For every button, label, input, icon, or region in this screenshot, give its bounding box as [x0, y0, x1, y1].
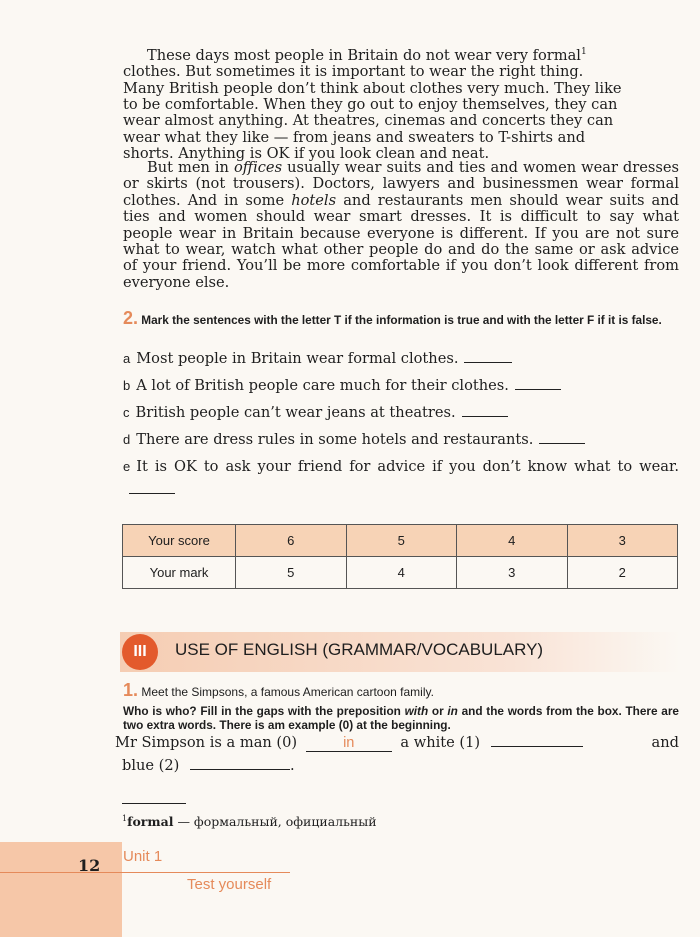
- item-text: Most people in Britain wear formal clothes.: [136, 350, 459, 367]
- item-text: British people can’t wear jeans at theatres.: [135, 404, 456, 421]
- answer-blank[interactable]: [464, 350, 512, 363]
- reading-line: These days most people in Britain do not wear very formal: [147, 46, 581, 64]
- sentence-text: and: [651, 734, 679, 751]
- score-table: [122, 524, 678, 589]
- answer-blank[interactable]: [515, 377, 561, 390]
- score-cell: 6: [236, 525, 347, 557]
- reading-italic-offices: offices: [233, 159, 283, 176]
- sentence-text: blue (2): [122, 757, 180, 774]
- reading-text: But men in: [147, 159, 234, 176]
- row-label: Your mark: [123, 557, 236, 589]
- item-letter: e: [123, 459, 131, 474]
- section-title: USE OF ENGLISH (GRAMMAR/VOCABULARY): [175, 640, 544, 659]
- list-item: [123, 401, 679, 424]
- instruction-text: Mark the sentences with the letter T if the information is true and with the letter F if it is false.: [141, 313, 662, 327]
- score-cell: 5: [346, 525, 457, 557]
- footnote-word: formal: [127, 814, 174, 830]
- reading-paragraph-2: [123, 160, 679, 291]
- intro-text: Meet the Simpsons, a famous American cartoon family.: [141, 685, 434, 699]
- reading-line: wear what they like — from jeans and sweaters to T-shirts and: [123, 128, 586, 146]
- list-item: [123, 428, 679, 451]
- exercise-1-intro: [123, 680, 434, 701]
- mark-cell: 2: [567, 557, 678, 589]
- footnote-number: 1: [122, 814, 128, 823]
- reading-line: shorts. Anything is OK if you look clean and neat.: [123, 145, 490, 163]
- item-text: A lot of British people care much for their clothes.: [136, 377, 509, 394]
- mark-cell: 3: [457, 557, 568, 589]
- answer-blank[interactable]: [129, 481, 175, 494]
- reading-line: wear almost anything. At theatres, cinemas and concerts they can: [123, 112, 614, 130]
- answer-blank[interactable]: [539, 431, 585, 444]
- instruction-text: and the words from the box. There are two extra words. There is am example (0) at the beginning.: [123, 704, 679, 732]
- answer-blank[interactable]: [462, 404, 508, 417]
- exercise-2-instruction: [123, 308, 679, 328]
- reading-text: and restaurants men should wear suits and ties and women should wear smart dresses. It is difficult to say what people wear in Britain because everyone is different. If you are not sure what to wear, watch what other people do and do the same or ask advice of your friend. You’ll be more comfortable if you don’t look different from everyone else.: [123, 191, 679, 291]
- reading-line: to be comfortable. When they go out to enjoy themselves, they can: [123, 96, 618, 114]
- sentence-end: .: [290, 757, 295, 774]
- list-item: [123, 347, 679, 370]
- item-text: It is OK to ask your friend for advice if you don’t know what to wear.: [136, 458, 679, 475]
- reading-paragraph-1: [123, 44, 679, 163]
- score-cell: 3: [567, 525, 678, 557]
- footnote: [122, 814, 377, 829]
- unit-label: Unit 1: [123, 848, 163, 865]
- reading-text: usually wear suits and ties and women wear dresses or skirts (not trousers). Doctors, lawyers and businessmen wear formal clothes. And in some: [123, 159, 679, 209]
- list-item: [123, 455, 679, 501]
- section-number-badge: III: [122, 634, 158, 670]
- table-row: [123, 557, 678, 589]
- row-label: Your score: [123, 525, 236, 557]
- reading-italic-hotels: hotels: [291, 191, 337, 209]
- instruction-italic: in: [447, 704, 458, 718]
- reading-line: Many British people don’t think about clothes very much. They like: [123, 79, 622, 97]
- table-row: [123, 525, 678, 557]
- item-letter: a: [123, 351, 131, 366]
- score-cell: 4: [457, 525, 568, 557]
- item-letter: d: [123, 432, 131, 447]
- reading-line: clothes. But sometimes it is important to wear the right thing.: [123, 63, 584, 81]
- example-answer-blank: [306, 734, 392, 752]
- page-number: 12: [78, 856, 101, 875]
- instruction-text: or: [428, 704, 448, 718]
- item-text: There are dress rules in some hotels and restaurants.: [136, 431, 534, 448]
- footnote-translation: — формальный, официальный: [177, 814, 377, 830]
- fill-sentence-line-2: [122, 757, 295, 774]
- sentence-text: a white (1): [400, 734, 481, 751]
- page-corner-tab: [0, 842, 122, 937]
- footer-subtitle: Test yourself: [187, 876, 272, 893]
- sentence-text: Mr Simpson is a man (0): [115, 734, 298, 751]
- footnote-divider: [122, 803, 186, 804]
- item-letter: c: [123, 405, 130, 420]
- mark-cell: 5: [236, 557, 347, 589]
- exercise-number: 2.: [123, 308, 139, 328]
- mark-cell: 4: [346, 557, 457, 589]
- example-answer: in: [343, 735, 355, 751]
- instruction-text: Who is who? Fill in the gaps with the preposition: [123, 704, 405, 718]
- footnote-mark: 1: [580, 47, 587, 57]
- answer-blank-1[interactable]: [491, 734, 583, 747]
- list-item: [123, 374, 679, 397]
- item-letter: b: [123, 378, 131, 393]
- fill-sentence-line-1: [115, 734, 679, 752]
- exercise-1-instruction: [123, 704, 679, 732]
- footer-divider: [0, 872, 290, 873]
- instruction-italic: with: [404, 704, 429, 718]
- exercise-number: 1.: [123, 680, 139, 700]
- answer-blank-2[interactable]: [190, 757, 290, 770]
